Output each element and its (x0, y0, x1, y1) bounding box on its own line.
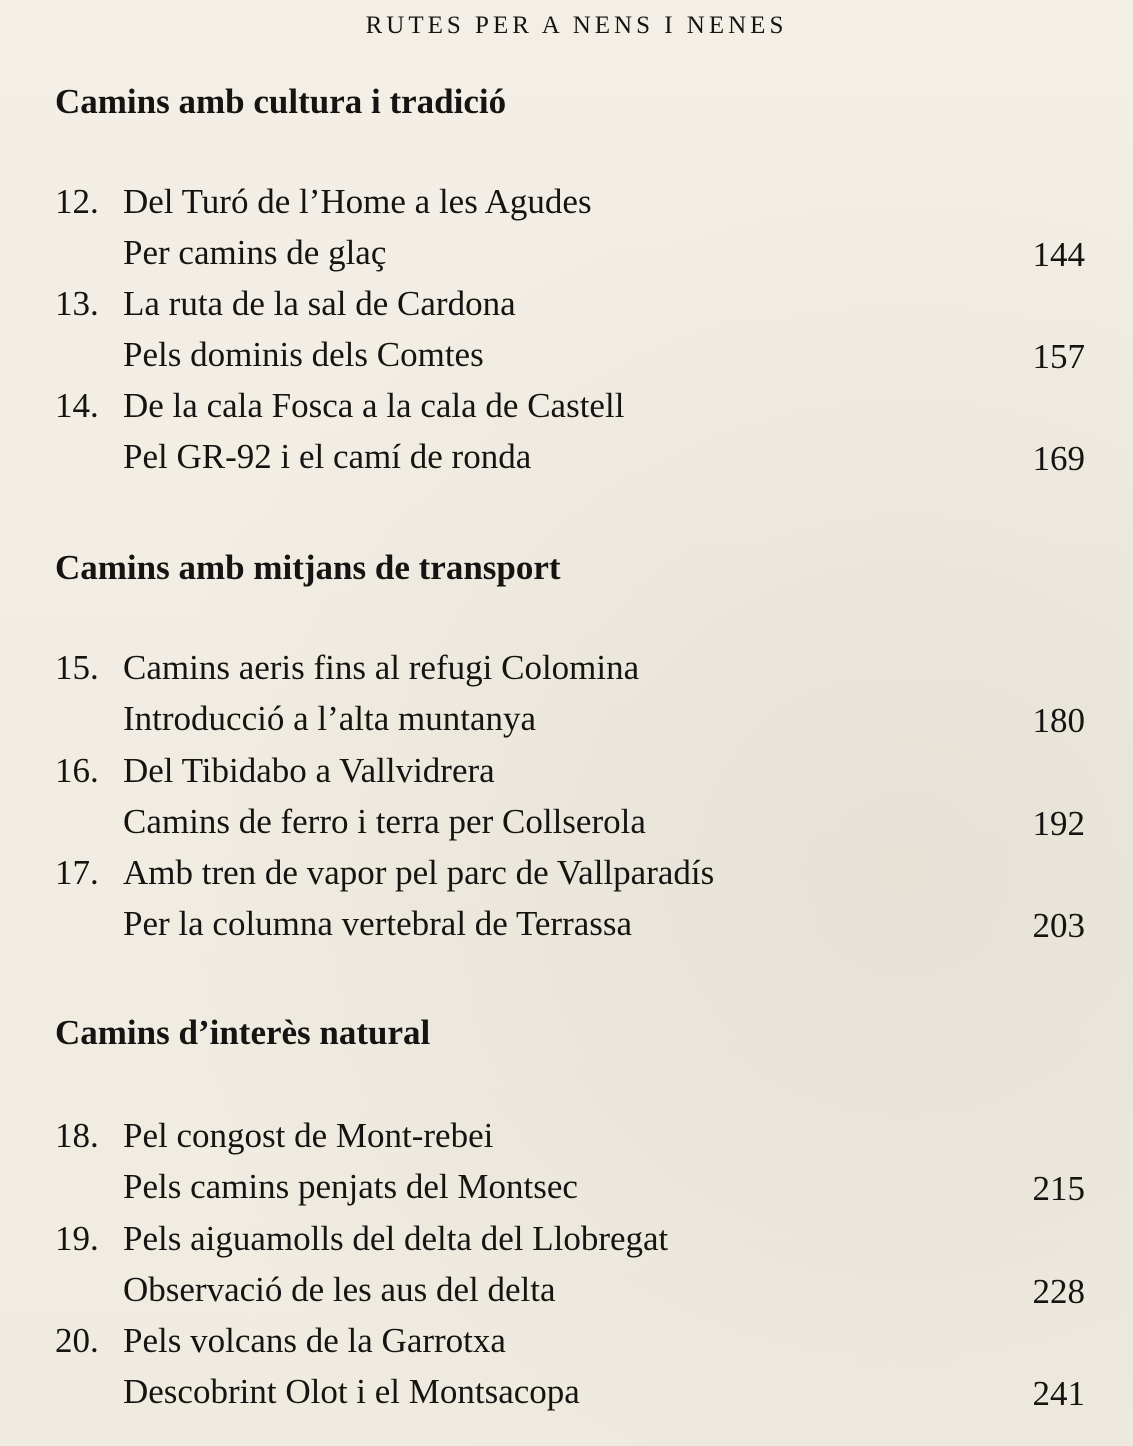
toc-entry-17 (55, 853, 1085, 956)
entry-page-number: 169 (1032, 439, 1085, 478)
entry-number: 19. (55, 1219, 99, 1258)
toc-entry-20 (55, 1321, 1085, 1424)
toc-entry-13 (55, 284, 1085, 387)
toc-entry-18 (55, 1116, 1085, 1219)
entry-subtitle: Per camins de glaç (123, 233, 387, 272)
entry-title: Pel congost de Mont-rebei (123, 1116, 494, 1155)
entry-number: 15. (55, 648, 99, 687)
entry-number: 18. (55, 1116, 99, 1155)
entry-number: 16. (55, 751, 99, 790)
entry-page-number: 241 (1032, 1374, 1085, 1413)
entry-subtitle: Descobrint Olot i el Montsacopa (123, 1372, 580, 1411)
entry-page-number: 215 (1032, 1169, 1085, 1208)
entry-subtitle: Per la columna vertebral de Terrassa (123, 904, 633, 943)
entry-title: Del Tibidabo a Vallvidrera (123, 751, 495, 790)
entry-number: 17. (55, 853, 99, 892)
entry-title: Camins aeris fins al refugi Colomina (123, 648, 640, 687)
entry-page-number: 157 (1032, 337, 1085, 376)
entry-page-number: 192 (1032, 804, 1085, 843)
section-title-natural: Camins d’interès natural (55, 1013, 431, 1052)
entry-title: Amb tren de vapor pel parc de Vallparadís (123, 853, 715, 892)
toc-entry-16 (55, 751, 1085, 854)
entry-title: De la cala Fosca a la cala de Castell (123, 386, 625, 425)
entry-subtitle: Pel GR-92 i el camí de ronda (123, 437, 532, 476)
toc-entry-19 (55, 1219, 1085, 1322)
entry-page-number: 228 (1032, 1272, 1085, 1311)
entry-title: Del Turó de l’Home a les Agudes (123, 182, 592, 221)
entry-page-number: 203 (1032, 906, 1085, 945)
toc-entry-12 (55, 182, 1085, 285)
running-header: RUTES PER A NENS I NENES (365, 12, 788, 39)
entry-subtitle: Camins de ferro i terra per Collserola (123, 802, 646, 841)
toc-entry-14 (55, 386, 1085, 489)
entry-number: 12. (55, 182, 99, 221)
entry-page-number: 180 (1032, 701, 1085, 740)
entry-subtitle: Pels camins penjats del Montsec (123, 1167, 578, 1206)
toc-entry-15 (55, 648, 1085, 751)
entry-title: La ruta de la sal de Cardona (123, 284, 516, 323)
entry-subtitle: Observació de les aus del delta (123, 1270, 556, 1309)
entry-number: 14. (55, 386, 99, 425)
entry-number: 13. (55, 284, 99, 323)
entry-title: Pels volcans de la Garrotxa (123, 1321, 506, 1360)
section-title-transport: Camins amb mitjans de transport (55, 548, 561, 587)
entry-number: 20. (55, 1321, 99, 1360)
entry-title: Pels aiguamolls del delta del Llobregat (123, 1219, 669, 1258)
entry-page-number: 144 (1032, 235, 1085, 274)
entry-subtitle: Introducció a l’alta muntanya (123, 699, 537, 738)
entry-subtitle: Pels dominis dels Comtes (123, 335, 484, 374)
section-title-cultura: Camins amb cultura i tradició (55, 82, 507, 121)
